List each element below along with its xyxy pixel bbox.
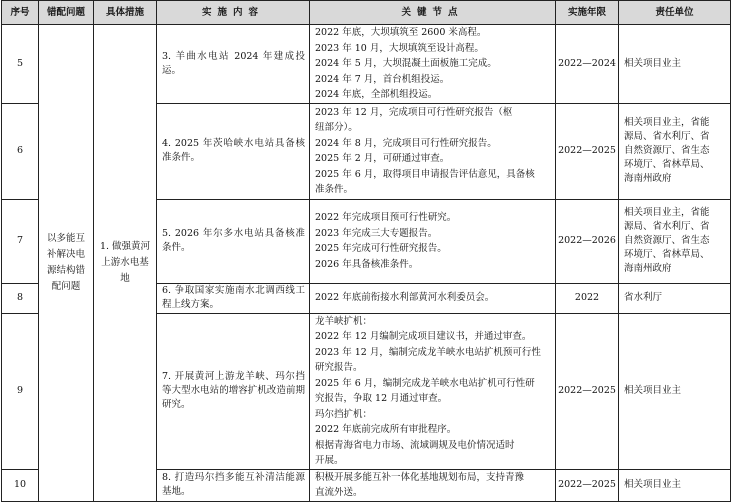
milestone-line: 直流外送。 (315, 487, 363, 498)
content-cell: 7. 开展黄河上游龙羊峡、玛尔挡等大型水电站的增容扩机改造前期研究。 (157, 313, 310, 469)
milestones-cell (310, 469, 556, 501)
header-unit: 责任单位 (619, 1, 731, 25)
header-milestones: 关键节点 (310, 1, 556, 25)
milestones-cell (310, 199, 556, 283)
issue-cell: 以多能互补解决电源结构错配问题 (39, 25, 94, 502)
milestone-line: 2025 年完成可行性研究报告。 (315, 243, 447, 254)
milestone-line: 2023 年 12 月，完成项目可行性研究报告（枢 (315, 106, 513, 118)
content-cell: 6. 争取国家实施南水北调西线工程上线方案。 (157, 283, 310, 313)
unit-cell (619, 283, 731, 313)
unit-line: 相关项目业主 (624, 57, 682, 69)
milestone-line: 2025 年 6 月，编制完成龙羊峡水电站扩机可行性研 (315, 377, 535, 389)
unit-cell (619, 25, 731, 104)
unit-line: 相关项目业主 (624, 385, 682, 396)
milestone-line: 2025 年 6 月，取得项目申请报告评估意见，具备核 (315, 168, 535, 180)
milestone-line: 2022 年底，大坝填筑至 2600 米高程。 (315, 27, 487, 38)
row-no: 8 (2, 283, 39, 313)
milestone-line: 2024 年 5 月，大坝混凝土面板施工完成。 (315, 58, 497, 69)
content-cell: 8. 打造玛尔挡多能互补清洁能源基地。 (157, 469, 310, 501)
row-no: 5 (2, 25, 39, 104)
row-no: 7 (2, 199, 39, 283)
header-no: 序号 (2, 1, 39, 25)
header-measure: 具体措施 (94, 1, 157, 25)
milestones-cell (310, 103, 556, 199)
header-period: 实施年限 (556, 1, 619, 25)
milestone-line: 龙羊峡扩机： (315, 315, 373, 327)
milestone-line: 2022 年底前衔接水利部黄河水利委员会。 (315, 292, 495, 304)
milestone-line: 2023 年完成三大专题报告。 (315, 227, 438, 239)
unit-cell (619, 313, 731, 469)
content-cell: 5. 2026 年尔多水电站具备核准条件。 (157, 199, 310, 283)
milestone-line: 研究报告。 (315, 362, 363, 373)
milestone-line: 玛尔挡扩机： (315, 408, 373, 420)
unit-line: 省水利厅 (624, 292, 663, 303)
milestone-line: 2022 年 12 月编制完成项目建议书，并通过审查。 (315, 331, 532, 342)
unit-line: 源局、省水利厅、省 (624, 131, 710, 142)
milestone-line: 2026 年具备核准条件。 (315, 258, 419, 270)
unit-line: 自然资源厅、省生态 (624, 235, 710, 246)
table-row (2, 25, 731, 104)
period-cell: 2022 (556, 283, 619, 313)
milestones-cell (310, 283, 556, 313)
unit-line: 源局、省水利厅、省 (624, 221, 710, 232)
measure-cell: 1. 做强黄河上游水电基地 (94, 25, 157, 502)
period-cell: 2022—2024 (556, 25, 619, 104)
unit-line: 海南州政府 (624, 263, 672, 274)
unit-line: 相关项目业主，省能 (624, 117, 710, 128)
unit-line: 环境厅、省林草局、 (624, 249, 710, 260)
period-cell: 2022—2025 (556, 103, 619, 199)
content-cell: 3. 羊曲水电站 2024 年建成投运。 (157, 25, 310, 104)
milestone-line: 2024 年 7 月，首台机组投运。 (315, 73, 450, 85)
unit-cell (619, 199, 731, 283)
milestone-line: 2025 年 2 月，可研通过审查。 (315, 153, 450, 164)
period-cell: 2022—2025 (556, 313, 619, 469)
header-row (2, 1, 731, 25)
header-issue: 错配问题 (39, 1, 94, 25)
unit-line: 环境厅、省林草局、 (624, 159, 710, 170)
milestone-line: 2024 年 8 月，完成项目可行性研究报告。 (315, 137, 497, 149)
milestones-cell (310, 25, 556, 104)
milestone-line: 准条件。 (315, 184, 354, 195)
milestone-line: 开展。 (315, 455, 344, 466)
unit-cell (619, 103, 731, 199)
unit-line: 自然资源厅、省生态 (624, 145, 710, 156)
milestone-line: 2024 年底，全部机组投运。 (315, 89, 438, 100)
row-no: 6 (2, 103, 39, 199)
implementation-table (1, 0, 731, 502)
unit-cell (619, 469, 731, 501)
milestone-line: 2023 年 10 月，大坝填筑至设计高程。 (315, 42, 484, 54)
row-no: 9 (2, 313, 39, 469)
milestone-line: 2022 年底前完成所有审批程序。 (315, 424, 457, 435)
milestone-line: 纽部分）。 (315, 122, 358, 133)
milestone-line: 根据青海省电力市场、流域调规及电价情况适时 (315, 439, 515, 451)
milestones-cell (310, 313, 556, 469)
milestone-line: 积极开展多能互补一体化基地规划布局，支持青豫 (315, 471, 525, 483)
milestone-line: 究报告，争取 12 月通过审查。 (315, 393, 448, 404)
content-cell: 4. 2025 年茨哈峡水电站具备核准条件。 (157, 103, 310, 199)
milestone-line: 2022 年完成项目预可行性研究。 (315, 212, 457, 223)
header-content: 实施内容 (157, 1, 310, 25)
row-no: 10 (2, 469, 39, 501)
unit-line: 相关项目业主 (624, 479, 682, 490)
unit-line: 相关项目业主，省能 (624, 207, 710, 218)
unit-line: 海南州政府 (624, 173, 672, 184)
period-cell: 2022—2026 (556, 199, 619, 283)
period-cell: 2022—2025 (556, 469, 619, 501)
milestone-line: 2023 年 12 月，编制完成龙羊峡水电站扩机预可行性 (315, 346, 541, 358)
